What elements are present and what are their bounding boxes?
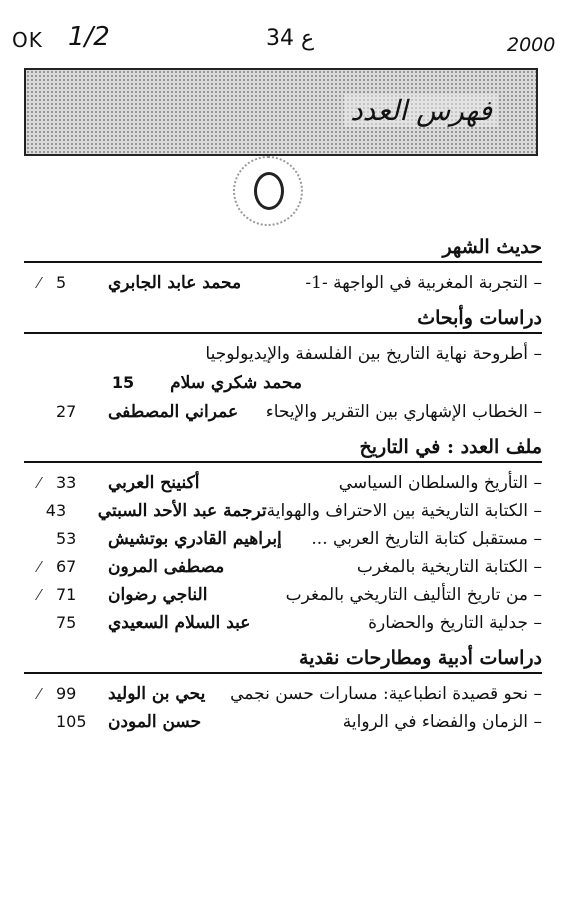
entry-title: الكتابة التاريخية بين الاحتراف والهواية [266,501,528,521]
entry-dash: – [533,402,542,422]
entry-dash: – [533,684,542,704]
section-heading: حديث الشهر [24,236,542,263]
entry-dash: – [533,613,542,633]
entry-title: التأريخ والسلطان السياسي [338,473,528,493]
entry-author: محمد شكري سلام [170,373,302,393]
entry-page-number: 53 [56,529,77,548]
entry-page-number: 15 [111,373,135,392]
stamp-letter [254,172,284,210]
check-mark-icon: ⁄ [37,558,41,576]
entry-page-number: 105 [56,712,87,731]
entry-title: الزمان والفضاء في الرواية [342,712,528,732]
section-heading: ملف العدد : في التاريخ [24,436,542,463]
entry-page-number: 33 [56,473,77,492]
entry-dash: – [533,585,542,605]
entry-author: مصطفى المرون [108,557,225,577]
entry-dash: – [533,344,542,364]
entry-title: مستقبل كتابة التاريخ العربي ... [311,529,528,549]
entry-dash: – [533,557,542,577]
entry-author: حسن المودن [108,712,202,732]
entry-page-number: 5 [56,273,67,292]
entry-title: أطروحة نهاية التاريخ بين الفلسفة والإيديولوجيا [205,344,528,364]
toc-title-banner [24,68,538,156]
toc-entry [24,340,542,368]
entry-page-number: 71 [56,585,77,604]
entry-page-number: 99 [56,684,77,703]
entry-author: إبراهيم القادري بوتشيش [108,529,282,549]
check-mark-icon: ⁄ [37,685,41,703]
entry-author: عبد السلام السعيدي [108,613,251,633]
toc-entry [24,398,542,426]
handwritten-year: 2000 [507,34,556,56]
entry-page-number: 27 [56,402,77,421]
entry-title: الخطاب الإشهاري بين التقرير والإيحاء [265,402,528,422]
check-mark-icon: ⁄ [37,474,41,492]
table-of-contents [24,226,542,736]
entry-title: من تاريخ التأليف التاريخي بالمغرب [285,585,528,605]
entry-dash: – [533,529,542,549]
entry-author-line [24,368,302,398]
toc-entry [24,497,542,525]
toc-entry [24,581,542,609]
handwritten-fraction-mark: 1/2 [68,22,110,52]
toc-entry [24,269,542,297]
check-mark-icon: ⁄ [37,586,41,604]
entry-author: ترجمة عبد الأحد السبتي [97,501,267,521]
entry-dash: – [533,273,542,293]
entry-title: جدلية التاريخ والحضارة [368,613,528,633]
entry-title: نحو قصيدة انطباعية: مسارات حسن نجمي [230,684,528,704]
entry-author: يحي بن الوليد [108,684,206,704]
handwritten-issue-number: ع 34 [266,26,315,51]
page-title: فهرس العدد [344,94,498,127]
entry-title: الكتابة التاريخية بالمغرب [356,557,528,577]
entry-page-number: 67 [56,557,77,576]
entry-dash: – [533,501,542,521]
entry-page-number: 75 [56,613,77,632]
section-heading: دراسات أدبية ومطارحات نقدية [24,647,542,674]
entry-page-number: 43 [45,501,67,520]
entry-author: الناجي رضوان [108,585,208,605]
entry-title: التجربة المغربية في الواجهة -1- [305,273,528,293]
toc-entry [24,553,542,581]
toc-entry [24,708,542,736]
check-mark-icon: ⁄ [37,274,41,292]
entry-dash: – [533,712,542,732]
library-stamp [233,156,303,226]
toc-entry [24,525,542,553]
entry-author: أكنينح العربي [108,473,200,493]
entry-dash: – [533,473,542,493]
handwritten-ok-mark: OK [12,28,43,52]
toc-entry [24,609,542,637]
section-heading: دراسات وأبحاث [24,307,542,334]
entry-author: محمد عابد الجابري [108,273,242,293]
entry-author: عمراني المصطفى [108,402,239,422]
toc-entry [24,680,542,708]
toc-entry [24,469,542,497]
